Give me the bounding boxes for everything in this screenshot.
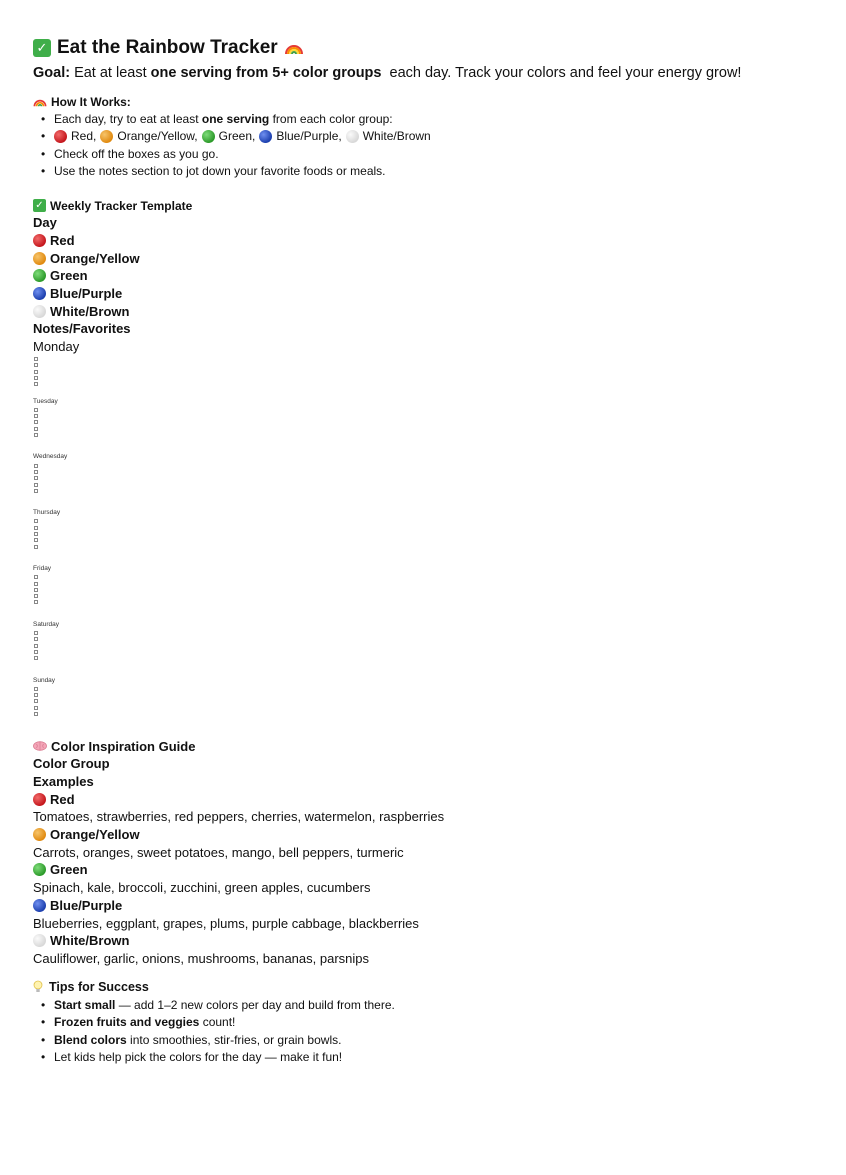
guide-group-red: Red: [33, 790, 833, 808]
checkbox[interactable]: [34, 588, 38, 592]
day-saturday: [33, 620, 833, 660]
checkbox[interactable]: [34, 408, 38, 412]
checkbox[interactable]: [34, 594, 38, 598]
red-circle-icon: [33, 234, 46, 247]
list-item: • Check off the boxes as you go.: [41, 145, 833, 163]
day-label: Monday: [33, 338, 80, 354]
check-box-icon: ✓: [33, 39, 51, 57]
document-page: [33, 34, 833, 1066]
checkbox[interactable]: [34, 464, 38, 468]
column-blue: Blue/Purple: [33, 285, 833, 303]
checkbox[interactable]: [34, 483, 38, 487]
checkbox[interactable]: [34, 600, 38, 604]
blue-circle-icon: [259, 130, 272, 143]
rainbow-icon: [284, 41, 304, 55]
blue-circle-icon: [33, 899, 46, 912]
checkbox[interactable]: [34, 489, 38, 493]
list-item: • Each day, try to eat at least one serving from each color group:: [41, 110, 833, 128]
checkbox[interactable]: [34, 656, 38, 660]
goal-line: [33, 61, 833, 85]
how-it-works-list: [41, 110, 833, 180]
column-green: Green: [33, 267, 833, 285]
red-circle-icon: [33, 793, 46, 806]
day-sunday: [33, 676, 833, 716]
day-tuesday: [33, 397, 833, 437]
checkbox[interactable]: [34, 545, 38, 549]
column-red: Red: [33, 232, 833, 250]
list-item: • Let kids help pick the colors for the day — make it fun!: [41, 1049, 833, 1067]
checkbox[interactable]: [34, 433, 38, 437]
checkbox[interactable]: [34, 712, 38, 716]
goal-text-2: each day. Track your colors and feel your energy grow!: [389, 65, 742, 81]
green-circle-icon: [33, 863, 46, 876]
guide-heading: Color Inspiration Guide: [33, 737, 833, 755]
checkbox[interactable]: [34, 582, 38, 586]
guide-group-blue: Blue/Purple: [33, 896, 833, 914]
checkbox[interactable]: [34, 519, 38, 523]
title-text: Eat the Rainbow Tracker: [57, 36, 278, 58]
checkbox[interactable]: [34, 476, 38, 480]
blue-circle-icon: [33, 287, 46, 300]
checkbox[interactable]: [34, 357, 38, 361]
checkbox[interactable]: [34, 427, 38, 431]
checkbox[interactable]: [34, 637, 38, 641]
day-friday: [33, 564, 833, 604]
list-item: • Frozen fruits and veggies count!: [41, 1014, 833, 1032]
checkbox[interactable]: [34, 699, 38, 703]
day-label: Saturday: [33, 620, 60, 628]
column-white: White/Brown: [33, 302, 833, 320]
lightbulb-icon: [33, 980, 43, 994]
how-it-works-heading: How It Works:: [33, 93, 833, 110]
white-circle-icon: [33, 305, 46, 318]
day-label: Sunday: [33, 676, 56, 684]
day-wednesday: [33, 452, 833, 492]
goal-label: Goal:: [33, 65, 71, 81]
checkbox[interactable]: [34, 687, 38, 691]
list-item: • Start small — add 1–2 new colors per day and build from there.: [41, 996, 833, 1014]
white-circle-icon: [33, 934, 46, 947]
checkbox[interactable]: [34, 631, 38, 635]
goal-text: Eat at least: [74, 65, 147, 81]
orange-circle-icon: [100, 130, 113, 143]
day-label: Thursday: [33, 509, 61, 517]
checkbox[interactable]: [34, 693, 38, 697]
guide-group-orange: Orange/Yellow: [33, 826, 833, 844]
checkbox[interactable]: [34, 382, 38, 386]
list-item-color-groups: • Red, Orange/Yellow, Green, Blue/Purple, White/Brown: [41, 128, 833, 146]
guide-examples-white: Cauliflower, garlic, onions, mushrooms, bananas, parsnips: [33, 950, 370, 966]
day-label: Friday: [33, 564, 52, 572]
brain-icon: [33, 741, 47, 751]
column-day: Day: [33, 215, 57, 231]
list-item: • Use the notes section to jot down your favorite foods or meals.: [41, 163, 833, 181]
guide-col-group: Color Group: [33, 756, 110, 772]
guide-group-white: White/Brown: [33, 932, 833, 950]
tracker-columns: [33, 214, 833, 338]
day-monday: [33, 338, 833, 386]
white-circle-icon: [346, 130, 359, 143]
green-circle-icon: [33, 269, 46, 282]
guide-examples-blue: Blueberries, eggplant, grapes, plums, purple cabbage, blackberries: [33, 915, 419, 931]
checkbox[interactable]: [34, 526, 38, 530]
tips-heading: Tips for Success: [33, 978, 833, 996]
column-orange: Orange/Yellow: [33, 249, 833, 267]
day-label: Wednesday: [33, 453, 68, 461]
checkbox[interactable]: [34, 363, 38, 367]
guide-examples-red: Tomatoes, strawberries, red peppers, cherries, watermelon, raspberries: [33, 809, 445, 825]
checkbox[interactable]: [34, 370, 38, 374]
checkbox[interactable]: [34, 376, 38, 380]
checkbox[interactable]: [34, 532, 38, 536]
tracker-heading: ✓ Weekly Tracker Template: [33, 197, 833, 214]
orange-circle-icon: [33, 252, 46, 265]
checkbox[interactable]: [34, 644, 38, 648]
checkbox[interactable]: [34, 470, 38, 474]
checkbox[interactable]: [34, 420, 38, 424]
guide-group-green: Green: [33, 861, 833, 879]
list-item: • Blend colors into smoothies, stir-fries, or grain bowls.: [41, 1031, 833, 1049]
day-label: Tuesday: [33, 397, 58, 405]
checkbox[interactable]: [34, 414, 38, 418]
day-thursday: [33, 508, 833, 548]
check-box-icon: ✓: [33, 199, 46, 212]
checkbox[interactable]: [34, 706, 38, 710]
red-circle-icon: [54, 130, 67, 143]
checkbox[interactable]: [34, 575, 38, 579]
tips-list: [41, 996, 833, 1066]
checkbox[interactable]: [34, 650, 38, 654]
guide-examples-green: Spinach, kale, broccoli, zucchini, green apples, cucumbers: [33, 880, 371, 896]
guide-col-examples: Examples: [33, 774, 94, 789]
orange-circle-icon: [33, 828, 46, 841]
guide-examples-orange: Carrots, oranges, sweet potatoes, mango, bell peppers, turmeric: [33, 844, 404, 860]
column-notes: Notes/Favorites: [33, 321, 131, 337]
rainbow-icon: [33, 97, 47, 107]
page-title: [33, 34, 833, 61]
goal-bold: one serving from 5+ color groups: [150, 65, 382, 81]
checkbox[interactable]: [34, 538, 38, 542]
green-circle-icon: [202, 130, 215, 143]
